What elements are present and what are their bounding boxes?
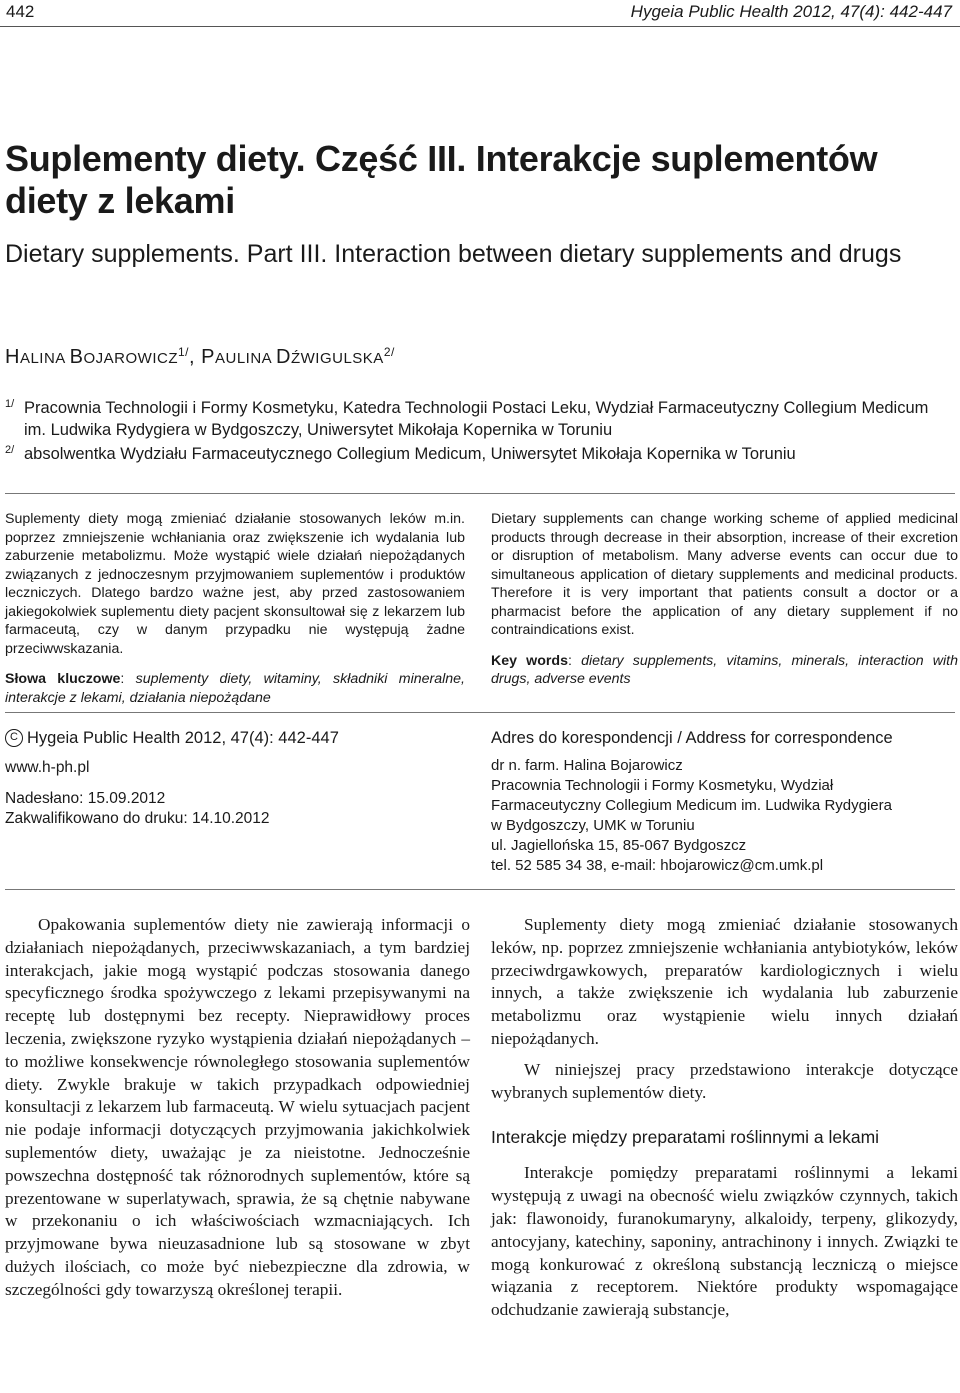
keywords-polish: Słowa kluczowe: suplementy diety, witaminy, składniki mineralne, interakcje z lekami, działania niepożądane [5,671,465,706]
accepted-date: Zakwalifikowano do druku: 14.10.2012 [5,810,270,827]
body-paragraph: Interakcje pomiędzy preparatami roślinnymi a lekami występują z uwagi na obecność wielu związków czynnych, takich jak: flawonoidy, furanokumaryny, alkaloidy, terpeny, glikozydy, antocyjany, katechiny, saponiny, antrachinony i innych. Związki te mogą konkurować z określoną substancją leczniczą o miejsce wiązania z receptorem. Niektóre produkty wspomagające odchudzanie zawierają substancje, [491,1163,958,1320]
publication-info [5,728,465,829]
divider [5,712,955,713]
copyright-line [5,728,465,748]
copyright-icon: C [5,729,23,747]
body-column-right [491,914,958,1322]
abstract-polish [5,510,465,707]
abstract-text: Suplementy diety mogą zmieniać działanie stosowanych leków m.in. poprzez zmniejszenie wchłaniania oraz zwiększenie ich wydalania lub zaburzenie metabolizmu. Może wystąpić wiele działań niepożądanych związanych z jednoczesnym przyjmowaniem suplementów i produktów leczniczych. Dlatego bardzo ważne jest, aby przed zastosowaniem jakiegokolwiek suplementu diety pacjent skonsultował się z lekarzem lub farmaceutą, czy w danym przypadku nie występują żadne przeciwwskazania. [5,511,465,657]
body-paragraph: Opakowania suplementów diety nie zawierają informacji o działaniach niepożądanych, przeciwwskazaniach, a tym bardziej interakcjach, jakie mogą wystąpić podczas stosowania danego specyficznego środka spożywczego z lekami przepisywanymi na receptę lub dostępnymi bez recepty. Nieprawidłowy proces leczenia, zwiększone ryzyko wystąpienia działań niepożądanych – to możliwe konsekwencje równoległego stosowania suplementów diety. Zwykle brakuje w takich przypadkach odpowiedniej konsultacji z lekarzem lub farmaceutą. W wielu sytuacjach pacjent nie podaje informacji dotyczących przyjmowania jakichkolwiek suplementów diety, uważając je za nieistotne. Jednocześnie powszechna dostępność tak różnorodnych suplementów, które są prezentowane w superlatywach, sprawia, że są chętnie nabywane w przekonaniu o ich właściwościach wzmacniających. Ich przyjmowane bywa nieuzasadnione lub są stosowane w zbyt dużych ilościach, co może być niebezpieczne dla zdrowia, w szczególności gdy towarzyszą określonej terapii. [5,915,470,1299]
affiliation-mark: 1/ [5,398,15,410]
article-title-english: Dietary supplements. Part III. Interaction between dietary supplements and drugs [5,240,902,268]
section-heading: Interakcje między preparatami roślinnymi a lekami [491,1127,880,1148]
abstract-english [491,510,958,689]
article-title-polish: Suplementy diety. Część III. Interakcje suplementów diety z lekami [5,138,878,221]
journal-website-link[interactable]: www.h-ph.pl [5,759,90,776]
copyright-text: Hygeia Public Health 2012, 47(4): 442-447 [27,729,339,747]
correspondence-title: Adres do korespondencji / Address for correspondence [491,729,893,747]
page-number: 442 [6,2,35,21]
keywords-english: Key words: dietary supplements, vitamins, minerals, interaction with drugs, adverse events [491,652,958,687]
correspondence-line: dr n. farm. Halina Bojarowicz [491,757,683,774]
author-1: HALINA $BOJAROWICZ^{1/}$ [5,345,190,368]
correspondence-line: Pracownia Technologii i Formy Kosmetyku, Wydział [491,777,834,794]
divider [5,493,955,494]
author-2: PAULINA $DŹWIGULSKA^{2/}$ [201,345,395,368]
page-header [0,0,960,27]
body-paragraph: W niniejszej pracy przedstawiono interakcje dotyczące wybranych suplementów diety. [491,1059,958,1102]
correspondence-contact[interactable]: tel. 52 585 34 38, e-mail: hbojarowicz@cm.umk.pl [491,857,824,874]
correspondence-line: w Bydgoszczy, UMK w Toruniu [491,817,695,834]
body-column-left [5,914,470,1302]
affiliation-text: Pracownia Technologii i Formy Kosmetyku, Katedra Technologii Postaci Leku, Wydział Farmaceutyczny Collegium Medicum im. Ludwika Rydygiera w Bydgoszczy, Uniwersytet Mikołaja Kopernika w Toruniu [24,399,929,439]
correspondence-block [491,728,958,876]
author-list: HALINA $BOJAROWICZ^{1/}$, PAULINA $DŹWIGULSKA^{2/}$ [5,345,395,368]
affiliation-mark: 2/ [5,444,15,456]
journal-reference: Hygeia Public Health 2012, 47(4): 442-447 [630,2,952,21]
correspondence-line: Farmaceutyczny Collegium Medicum im. Ludwika Rydygiera [491,797,892,814]
abstract-text: Dietary supplements can change working scheme of applied medicinal products through decrease in their absorption, increase of their excretion or disruption of metabolism. Many adverse events can occur due to simultaneous application of dietary supplements and medicinal products. Therefore it is very important that patients consult a doctor or a pharmacist before the application of any dietary supplement if no contraindications exist. [491,511,958,638]
header-rule [0,26,960,27]
divider [5,889,955,890]
affiliation-1 [5,397,944,441]
affiliation-2 [5,443,944,465]
received-date: Nadesłano: 15.09.2012 [5,790,166,807]
correspondence-line: ul. Jagiellońska 15, 85-067 Bydgoszcz [491,837,747,854]
body-paragraph: Suplementy diety mogą zmieniać działanie stosowanych leków, np. poprzez zmniejszenie wchłaniania antybiotyków, leków przeciwdrgawkowych, preparatów kardiologicznych i wielu innych, a także zwiększenie ich wydalania lub zaburzenie metabolizmu oraz wystąpienie wielu innych działań niepożądanych. [491,915,958,1048]
affiliation-text: absolwentka Wydziału Farmaceutycznego Collegium Medicum, Uniwersytet Mikołaja Kopernika w Toruniu [24,445,796,463]
